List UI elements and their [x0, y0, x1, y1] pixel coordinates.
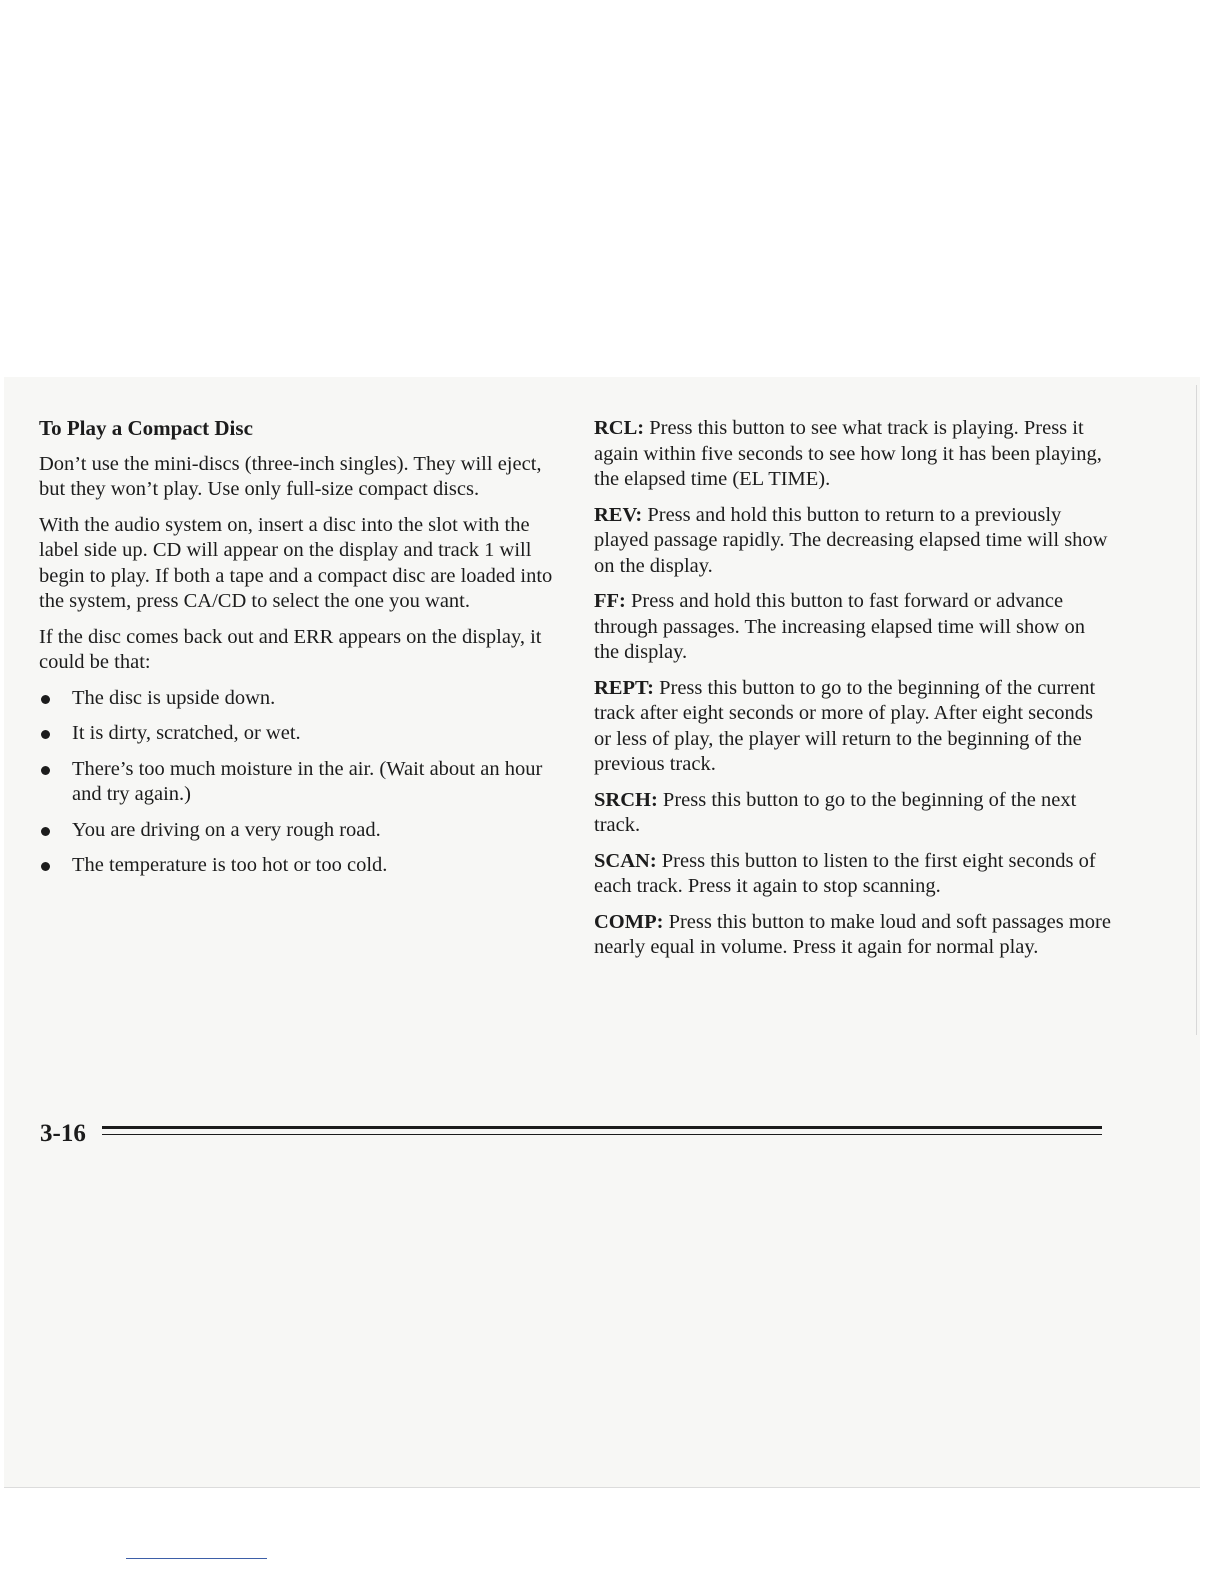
entry-term: REV: — [594, 503, 643, 526]
footer-rule-thick — [102, 1126, 1102, 1129]
bullet-icon — [41, 862, 50, 871]
entry-text: Press this button to listen to the first eight seconds of each track. Press it again to stop scanning. — [594, 849, 1096, 897]
entry-srch — [594, 788, 1114, 839]
entry-term: SCAN: — [594, 849, 657, 872]
entry-term: RCL: — [594, 417, 645, 439]
page-edge-line — [1196, 385, 1197, 1035]
list-item-text: The temperature is too hot or too cold. — [72, 854, 388, 876]
entry-term: REPT: — [594, 676, 654, 699]
bullet-icon — [41, 730, 50, 739]
entry-term: COMP: — [594, 910, 664, 933]
list-item — [39, 721, 559, 747]
list-item-text: The disc is upside down. — [72, 686, 276, 709]
left-column — [39, 416, 559, 889]
entry-rev — [594, 503, 1114, 580]
right-column — [594, 416, 1114, 971]
list-item — [39, 757, 559, 808]
list-item — [39, 853, 559, 879]
list-item-text: You are driving on a very rough road. — [72, 818, 381, 841]
entry-text: Press this button to see what track is playing. Press it again within five seconds to see how long it has been playing, the elapsed time (EL TIME). — [594, 417, 1102, 490]
list-item-text: There’s too much moisture in the air. (Wait about an hour and try again.) — [72, 757, 543, 805]
bullet-icon — [41, 695, 50, 704]
entry-term: SRCH: — [594, 788, 658, 811]
entry-term: FF: — [594, 590, 626, 612]
entry-comp — [594, 910, 1114, 961]
entry-ff — [594, 589, 1114, 666]
entry-text: Press this button to go to the beginning of the next track. — [594, 788, 1077, 836]
bullet-icon — [41, 827, 50, 836]
entry-scan — [594, 849, 1114, 900]
footer-rule-thin — [102, 1134, 1102, 1135]
paragraph-mini-discs: Don’t use the mini-discs (three-inch singles). They will eject, but they won’t play. Use only full-size compact discs. — [39, 452, 542, 500]
entry-text: Press and hold this button to return to a previously played passage rapidly. The decreasing elapsed time will show on the display. — [594, 503, 1108, 577]
err-causes-list — [39, 686, 559, 879]
bottom-link-line — [126, 1558, 267, 1559]
bullet-icon — [41, 766, 50, 775]
entry-rcl — [594, 416, 1114, 493]
entry-text: Press and hold this button to fast forward or advance through passages. The increasing elapsed time will show on the display. — [594, 590, 1085, 663]
list-item — [39, 686, 559, 712]
section-heading: To Play a Compact Disc — [39, 416, 253, 440]
entry-rept — [594, 676, 1114, 778]
page-footer — [40, 1117, 1102, 1151]
entry-text: Press this button to make loud and soft passages more nearly equal in volume. Press it again for normal play. — [594, 910, 1111, 958]
list-item-text: It is dirty, scratched, or wet. — [72, 722, 301, 744]
paragraph-err: If the disc comes back out and ERR appears on the display, it could be that: — [39, 625, 542, 673]
page-number: 3-16 — [40, 1120, 86, 1147]
entry-text: Press this button to go to the beginning of the current track after eight seconds or more of play. After eight seconds or less of play, the player will return to the beginning of the previous track. — [594, 676, 1096, 775]
paragraph-insert-disc: With the audio system on, insert a disc into the slot with the label side up. CD will appear on the display and track 1 will begin to play. If both a tape and a compact disc are loaded into the system, press CA/CD to select the one you want. — [39, 513, 553, 612]
list-item — [39, 818, 559, 844]
